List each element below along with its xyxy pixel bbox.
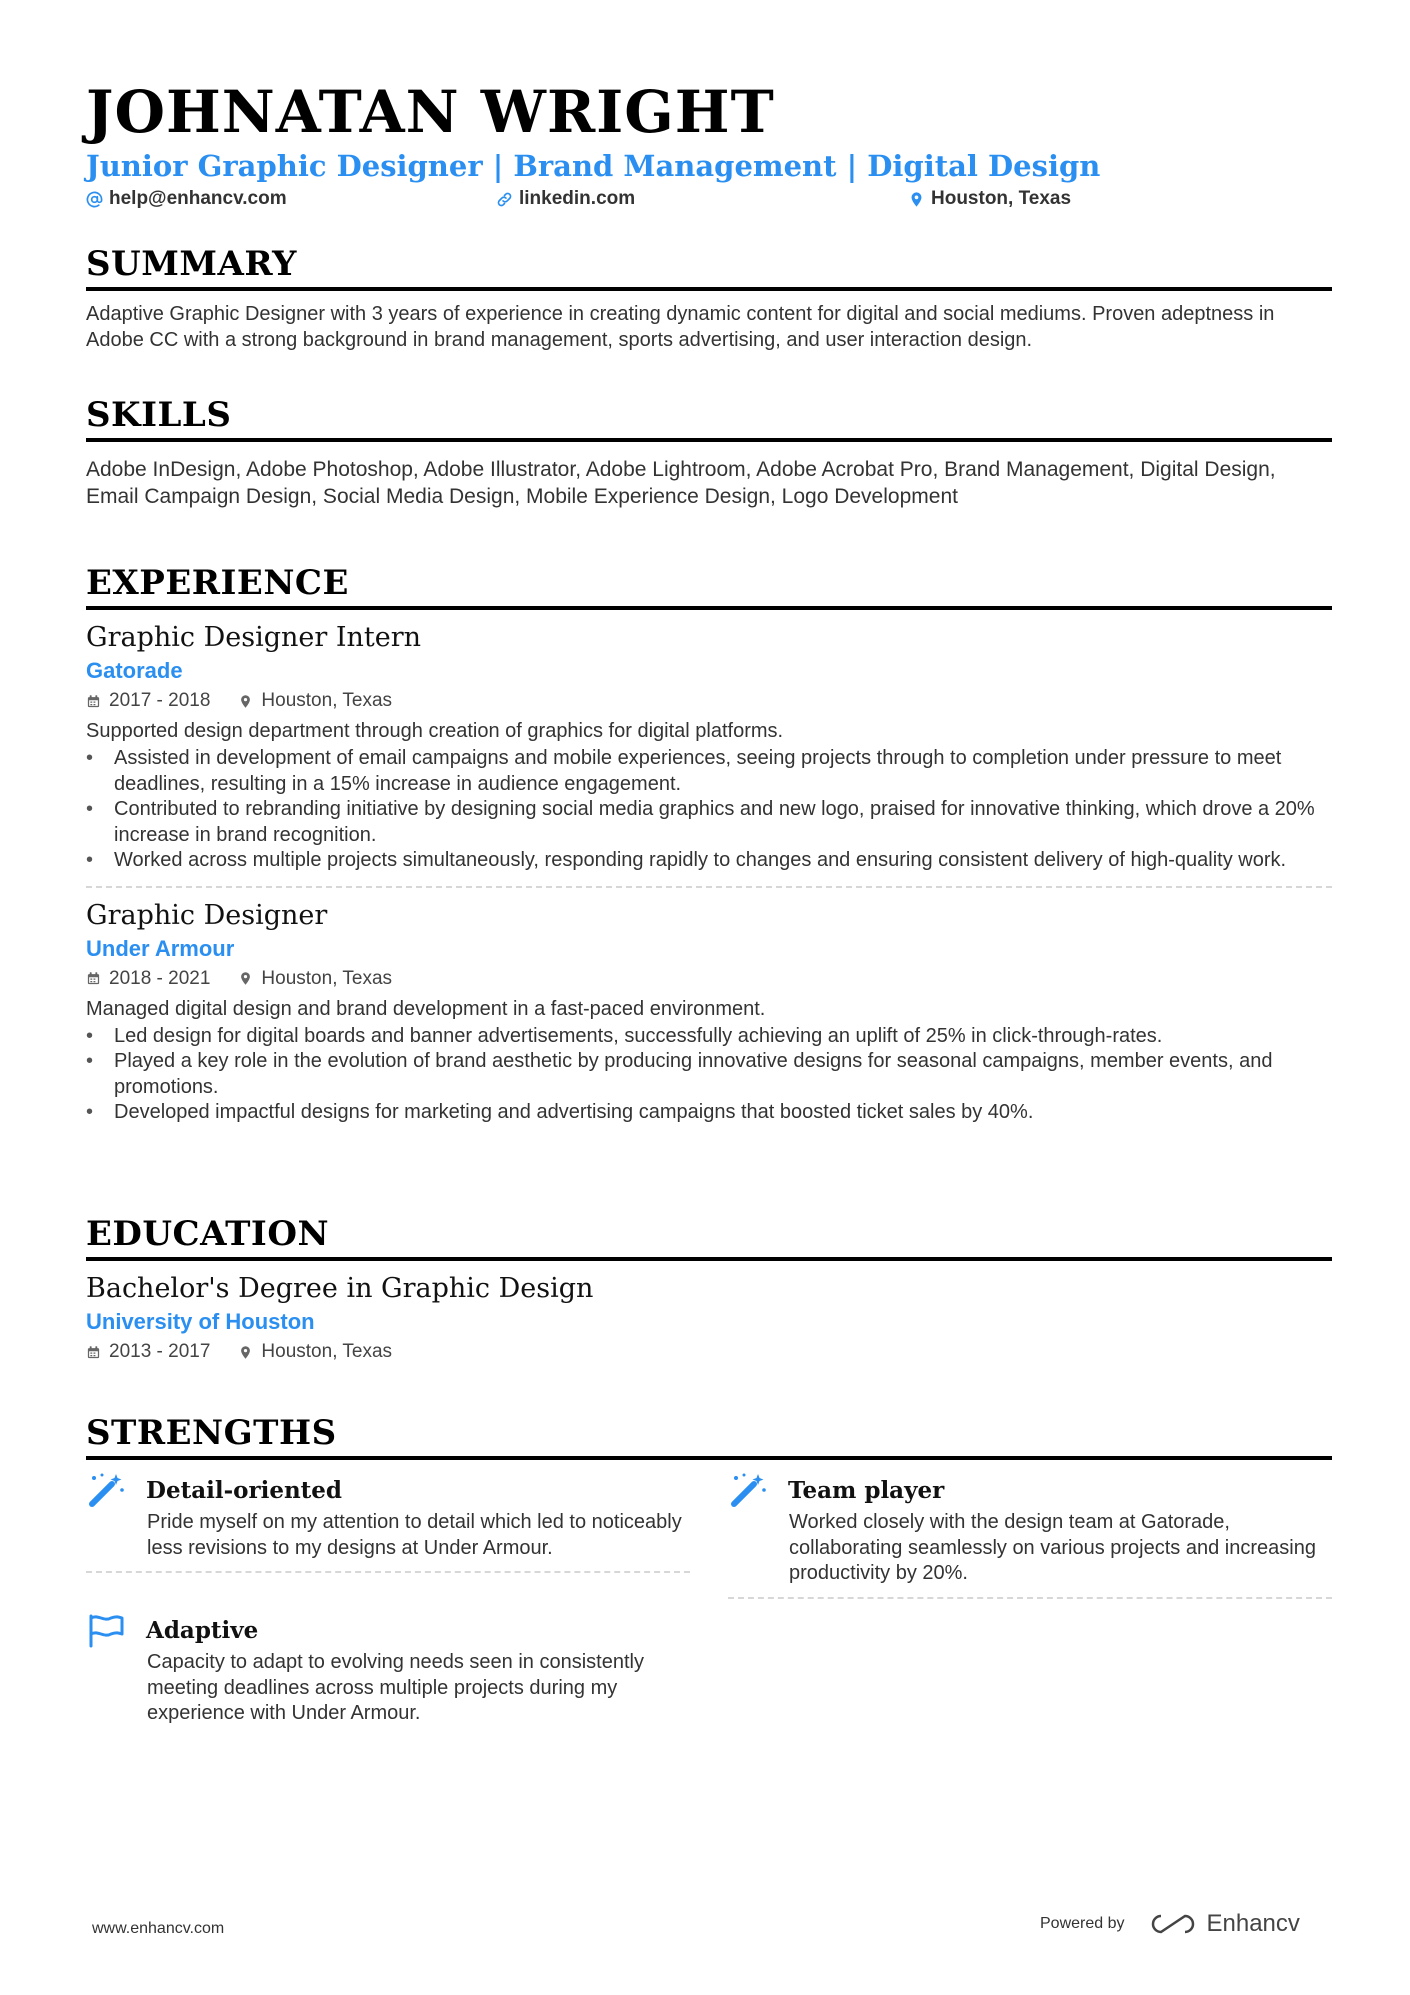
summary-section bbox=[86, 243, 1332, 353]
strength-item bbox=[86, 1472, 686, 1573]
strengths-heading: STRENGTHS bbox=[86, 1412, 1332, 1460]
strength-desc: Capacity to adapt to evolving needs seen in consistently meeting deadlines across multiple projects during my experience with Under Armour. bbox=[147, 1651, 644, 1724]
strength-divider bbox=[728, 1597, 1332, 1599]
location-text: Houston, Texas bbox=[931, 188, 1072, 209]
job-entry bbox=[86, 620, 1332, 888]
magic-wand-icon bbox=[86, 1472, 126, 1508]
job-bullet: • Played a key role in the evolution of brand aesthetic by producing innovative designs for seasonal campaigns, member events, and promotions. bbox=[86, 1049, 1332, 1100]
job-meta bbox=[86, 964, 1332, 994]
header bbox=[86, 80, 1332, 214]
job-dates bbox=[86, 686, 210, 716]
strength-title: Adaptive bbox=[146, 1616, 259, 1644]
flag-icon bbox=[86, 1612, 126, 1648]
at-icon bbox=[86, 191, 103, 208]
calendar-icon bbox=[86, 1345, 101, 1360]
education-dates-text: 2013 - 2017 bbox=[109, 1341, 211, 1362]
job-bullet: • Developed impactful designs for marketing and advertising campaigns that boosted ticket sales by 40%. bbox=[86, 1100, 1332, 1126]
education-section bbox=[86, 1213, 1332, 1367]
job-bullet: • Worked across multiple projects simultaneously, responding rapidly to changes and ensuring consistent delivery of high-quality work. bbox=[86, 848, 1332, 874]
job-meta bbox=[86, 686, 1332, 716]
skills-section bbox=[86, 394, 1332, 510]
magic-wand-icon bbox=[728, 1472, 768, 1508]
job-company: Under Armour bbox=[86, 935, 235, 961]
job-bullet: • Assisted in development of email campaigns and mobile experiences, seeing projects through to completion under pressure to meet deadlines, resulting in a 15% increase in audience engagement. bbox=[86, 746, 1332, 797]
powered-by-text: Powered by bbox=[1040, 1915, 1125, 1932]
job-bullet: • Contributed to rebranding initiative by designing social media graphics and new logo, praised for innovative thinking, which drove a 20% increase in brand recognition. bbox=[86, 797, 1332, 848]
summary-text: Adaptive Graphic Designer with 3 years of experience in creating dynamic content for digital and social mediums. Proven adeptness in Adobe CC with a strong background in brand management, sports advertising, and user interaction design. bbox=[86, 303, 1275, 351]
job-role: Graphic Designer bbox=[86, 899, 328, 931]
job-bullets bbox=[86, 1024, 1332, 1126]
calendar-icon bbox=[86, 971, 101, 986]
contact-location bbox=[908, 188, 1071, 210]
job-location bbox=[238, 686, 392, 716]
job-location bbox=[238, 964, 392, 994]
education-location bbox=[238, 1337, 392, 1367]
candidate-title: Junior Graphic Designer | Brand Management | Digital Design bbox=[86, 149, 1101, 183]
link-icon bbox=[496, 191, 513, 208]
job-location-text: Houston, Texas bbox=[261, 967, 393, 989]
job-divider bbox=[86, 886, 1332, 888]
job-bullet: • Led design for digital boards and banner advertisements, successfully achieving an uplift of 25% in click-through-rates. bbox=[86, 1024, 1332, 1050]
strength-title: Team player bbox=[788, 1476, 945, 1504]
strength-divider bbox=[86, 1571, 690, 1573]
job-summary: Managed digital design and brand development in a fast-paced environment. bbox=[86, 997, 766, 1020]
strength-desc: Worked closely with the design team at Gatorade, collaborating seamlessly on various projects and increasing productivity by 20%. bbox=[789, 1511, 1316, 1584]
location-pin-icon bbox=[238, 694, 253, 709]
candidate-name: JOHNATAN WRIGHT bbox=[86, 78, 775, 146]
experience-heading: EXPERIENCE bbox=[86, 562, 1332, 610]
contact-linkedin[interactable] bbox=[496, 188, 635, 210]
strength-item bbox=[86, 1612, 686, 1727]
job-entry bbox=[86, 898, 1332, 1126]
strength-item bbox=[728, 1472, 1328, 1599]
calendar-icon bbox=[86, 694, 101, 709]
footer-website[interactable]: www.enhancv.com bbox=[92, 1920, 225, 1937]
job-location-text: Houston, Texas bbox=[261, 690, 393, 711]
summary-heading: SUMMARY bbox=[86, 243, 1332, 291]
enhancv-logo[interactable] bbox=[1149, 1910, 1300, 1938]
footer-powered bbox=[1040, 1910, 1300, 1938]
email-text: help@enhancv.com bbox=[109, 188, 287, 209]
contact-row bbox=[86, 188, 1332, 214]
enhancv-logo-icon bbox=[1149, 1912, 1197, 1936]
education-school: University of Houston bbox=[86, 1309, 315, 1334]
job-role: Graphic Designer Intern bbox=[86, 622, 422, 653]
skills-text: Adobe InDesign, Adobe Photoshop, Adobe Illustrator, Adobe Lightroom, Adobe Acrobat Pro, Brand Management, Digital Design, Email Campaign Design, Social Media Design, Mobile Experience Design, Logo Development bbox=[86, 458, 1276, 508]
enhancv-brand-text: Enhancv bbox=[1206, 1910, 1300, 1937]
location-pin-icon bbox=[238, 1345, 253, 1360]
education-dates bbox=[86, 1337, 210, 1367]
education-degree: Bachelor's Degree in Graphic Design bbox=[86, 1273, 594, 1304]
strength-title: Detail-oriented bbox=[146, 1476, 343, 1504]
location-pin-icon bbox=[238, 971, 253, 986]
education-heading: EDUCATION bbox=[86, 1213, 1332, 1261]
contact-email[interactable] bbox=[86, 188, 287, 210]
skills-heading: SKILLS bbox=[86, 394, 1332, 442]
strength-desc: Pride myself on my attention to detail which led to noticeably less revisions to my designs at Under Armour. bbox=[147, 1511, 682, 1559]
job-dates bbox=[86, 964, 210, 994]
strengths-section bbox=[86, 1412, 1332, 1832]
job-company: Gatorade bbox=[86, 658, 183, 683]
education-location-text: Houston, Texas bbox=[261, 1341, 393, 1362]
job-dates-text: 2018 - 2021 bbox=[109, 967, 211, 989]
job-bullets bbox=[86, 746, 1332, 874]
experience-section bbox=[86, 562, 1332, 1126]
linkedin-text: linkedin.com bbox=[519, 188, 636, 209]
job-summary: Supported design department through creation of graphics for digital platforms. bbox=[86, 720, 784, 742]
education-meta bbox=[86, 1337, 1332, 1367]
job-dates-text: 2017 - 2018 bbox=[109, 690, 211, 711]
location-pin-icon bbox=[908, 191, 925, 208]
